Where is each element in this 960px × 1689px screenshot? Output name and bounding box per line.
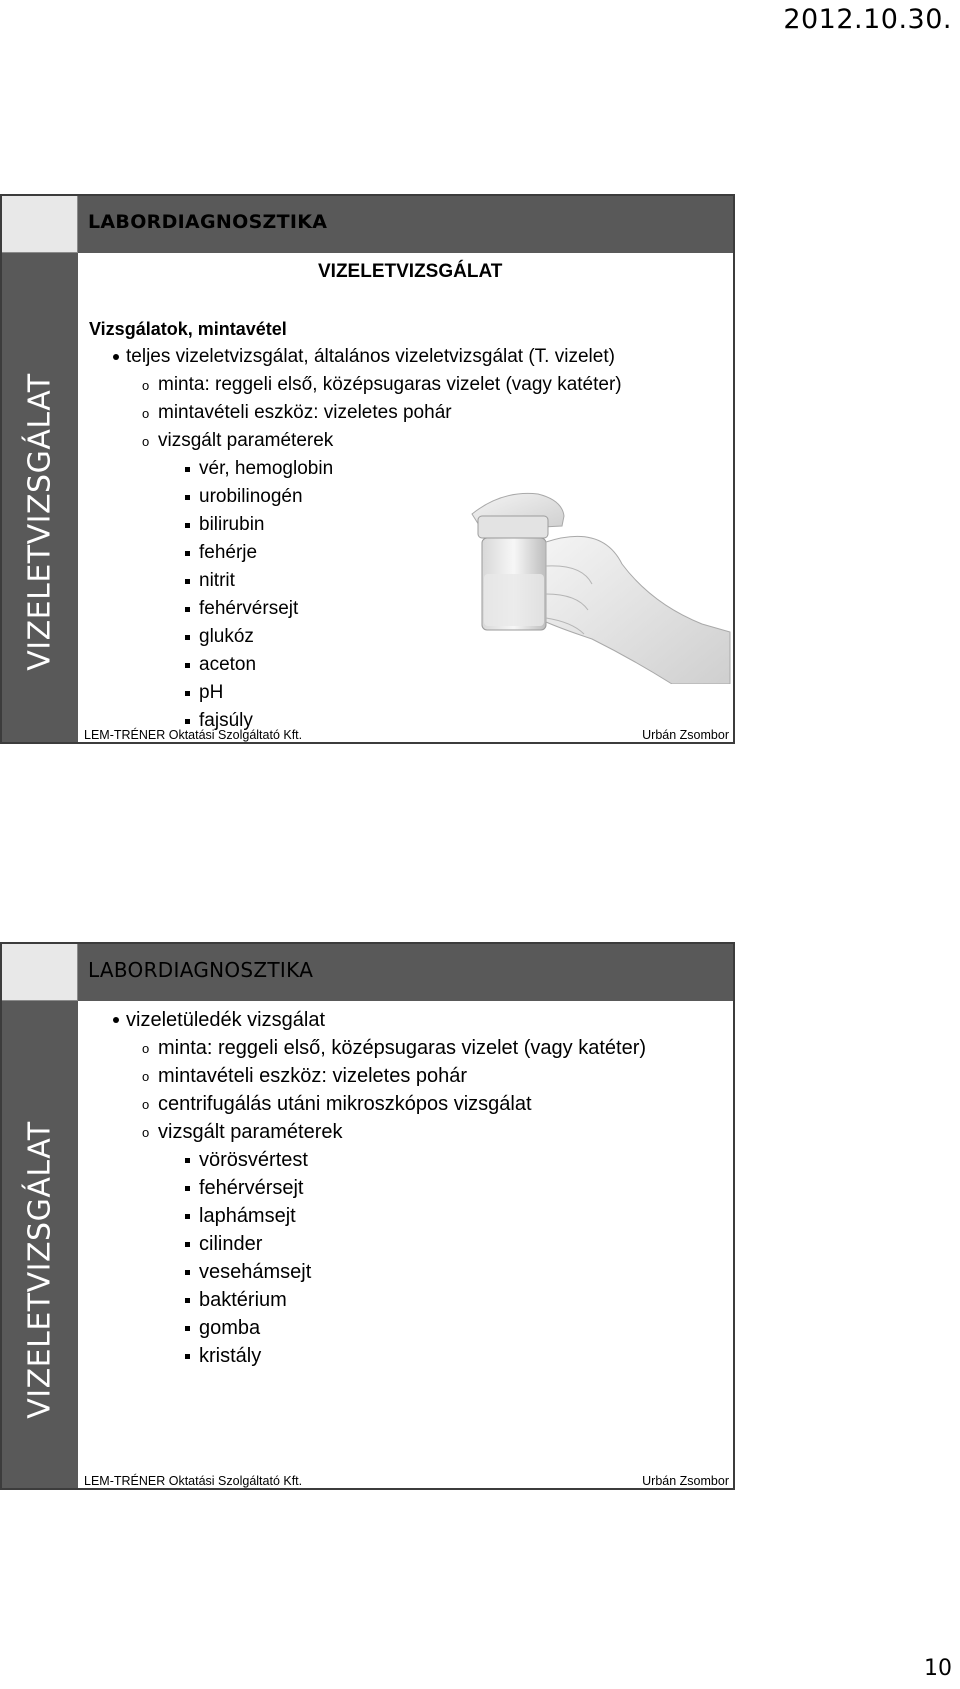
circle-marker-icon: o [142, 406, 150, 421]
square-bullet-icon [185, 607, 190, 612]
parameter-text: vesehámsejt [199, 1261, 312, 1283]
sub-item-text: mintavételi eszköz: vizeletes pohár [158, 1065, 468, 1087]
parameter-item [199, 598, 298, 620]
parameter-item [199, 570, 235, 592]
sub-item [142, 374, 622, 396]
header-title: LABORDIAGNOSZTIKA [88, 211, 328, 233]
parameter-item [199, 1345, 261, 1368]
square-bullet-icon [185, 467, 190, 472]
sub-item [142, 402, 452, 424]
sidebar-corner [2, 944, 78, 1001]
sidebar-label: VIZELETVIZSGÁLAT [22, 373, 58, 671]
square-bullet-icon [185, 1158, 190, 1163]
sub-item [142, 1121, 343, 1144]
square-bullet-icon [185, 1270, 190, 1275]
parameter-text: bilirubin [199, 514, 265, 535]
slide-sidebar [2, 944, 78, 1488]
slide-header [78, 944, 733, 1001]
document-date: 2012.10.30. [783, 4, 952, 35]
sample-cup-photo [442, 454, 732, 684]
sub-item-text: minta: reggeli első, középsugaras vizelet (vagy katéter) [158, 1037, 647, 1059]
page-number: 10 [924, 1656, 952, 1681]
parameter-item [199, 682, 223, 704]
square-bullet-icon [185, 719, 190, 724]
parameter-item [199, 486, 303, 508]
footer-company: LEM-TRÉNER Oktatási Szolgáltató Kft. [84, 728, 303, 742]
parameter-text: fehérje [199, 542, 258, 563]
square-bullet-icon [185, 1354, 190, 1359]
circle-marker-icon: o [142, 1069, 150, 1084]
parameter-item [199, 1289, 287, 1312]
parameter-text: cilinder [199, 1233, 263, 1255]
circle-marker-icon: o [142, 434, 150, 449]
square-bullet-icon [185, 523, 190, 528]
parameter-text: laphámsejt [199, 1205, 296, 1227]
parameter-text: urobilinogén [199, 486, 303, 507]
square-bullet-icon [185, 1186, 190, 1191]
square-bullet-icon [185, 1298, 190, 1303]
footer-company: LEM-TRÉNER Oktatási Szolgáltató Kft. [84, 1474, 303, 1488]
circle-marker-icon: o [142, 1125, 150, 1140]
sub-item [142, 1037, 647, 1060]
slide-2 [0, 942, 735, 1490]
sidebar-corner [2, 196, 78, 253]
square-bullet-icon [185, 1326, 190, 1331]
sub-item [142, 1093, 532, 1116]
header-title: LABORDIAGNOSZTIKA [88, 958, 314, 982]
sub-item-text: vizsgált paraméterek [158, 1121, 343, 1143]
parameter-item [199, 654, 256, 676]
square-bullet-icon [185, 551, 190, 556]
slide-1 [0, 194, 735, 744]
section-heading: Vizsgálatok, mintavétel [89, 319, 287, 339]
parameter-text: baktérium [199, 1289, 287, 1311]
footer-author: Urbán Zsombor [642, 728, 729, 742]
square-bullet-icon [185, 691, 190, 696]
parameter-item [199, 1233, 262, 1256]
circle-marker-icon: o [142, 1041, 150, 1056]
slide-sidebar [2, 196, 78, 742]
parameter-text: vér, hemoglobin [199, 458, 334, 479]
parameter-item [199, 514, 264, 536]
square-bullet-icon [185, 579, 190, 584]
parameter-item [199, 1149, 308, 1172]
parameter-text: kristály [199, 1345, 262, 1367]
parameter-item [199, 1177, 304, 1200]
bullet-text: vizeletüledék vizsgálat [126, 1009, 325, 1031]
parameter-text: vörösvértest [199, 1149, 308, 1171]
parameter-text: aceton [199, 654, 257, 675]
parameter-text: fehérvérsejt [199, 598, 299, 619]
parameter-text: glukóz [199, 626, 254, 647]
parameter-item [199, 626, 254, 648]
parameter-item [199, 1261, 311, 1284]
parameter-item [199, 1205, 296, 1228]
parameter-text: fehérvérsejt [199, 1177, 304, 1199]
circle-marker-icon: o [142, 378, 150, 393]
sub-item-text: vizsgált paraméterek [158, 430, 334, 451]
square-bullet-icon [185, 1214, 190, 1219]
footer-author: Urbán Zsombor [642, 1474, 729, 1488]
parameter-text: gomba [199, 1317, 261, 1339]
slide-header [78, 196, 733, 253]
square-bullet-icon [185, 495, 190, 500]
parameter-text: pH [199, 682, 224, 703]
slide-subtitle: VIZELETVIZSGÁLAT [318, 261, 503, 282]
bullet-dot-icon [113, 354, 119, 360]
sub-item [142, 430, 334, 452]
bullet-item [126, 1009, 325, 1032]
parameter-text: nitrit [199, 570, 235, 591]
bullet-item [126, 346, 615, 368]
sub-item [142, 1065, 468, 1088]
parameter-item [199, 1317, 260, 1340]
bullet-text: teljes vizeletvizsgálat, általános vizeletvizsgálat (T. vizelet) [126, 346, 615, 367]
sidebar-label: VIZELETVIZSGÁLAT [22, 1121, 58, 1419]
sub-item-text: mintavételi eszköz: vizeletes pohár [158, 402, 452, 423]
parameter-item [199, 458, 333, 480]
circle-marker-icon: o [142, 1097, 150, 1112]
bullet-dot-icon [113, 1017, 119, 1023]
sub-item-text: minta: reggeli első, középsugaras vizelet (vagy katéter) [158, 374, 622, 395]
sub-item-text: centrifugálás utáni mikroszkópos vizsgálat [158, 1093, 532, 1115]
square-bullet-icon [185, 663, 190, 668]
parameter-item [199, 542, 257, 564]
square-bullet-icon [185, 1242, 190, 1247]
square-bullet-icon [185, 635, 190, 640]
parameter-text: fajsúly [199, 710, 253, 731]
